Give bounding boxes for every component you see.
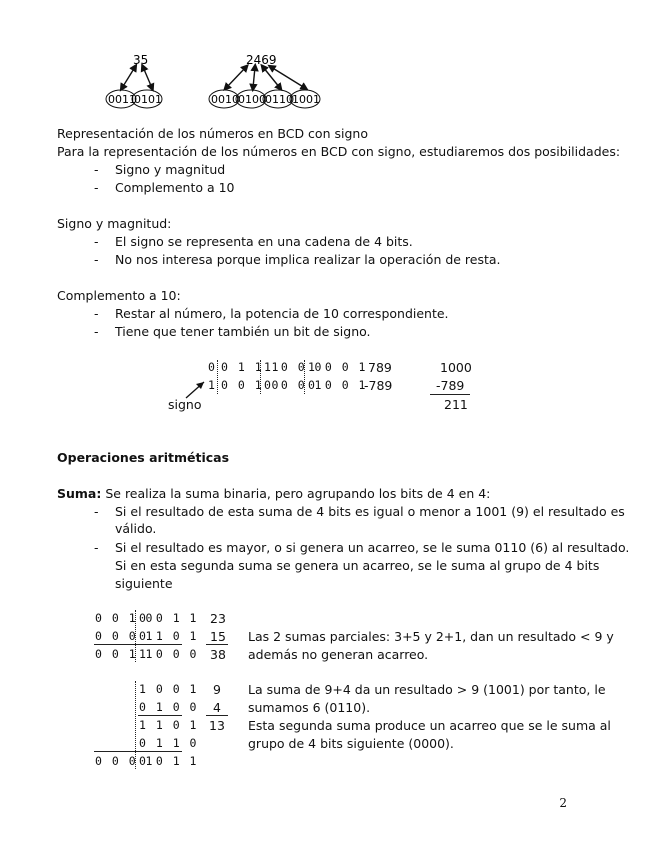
sign-bit: 1 bbox=[208, 378, 217, 392]
suma-paragraph bbox=[57, 486, 490, 501]
bullet-dash: - bbox=[94, 234, 99, 249]
sum-line bbox=[94, 644, 182, 645]
result-value: 211 bbox=[444, 397, 468, 412]
note-line: grupo de 4 bits siguiente (0000). bbox=[248, 736, 454, 751]
bcd-digit-group: 0 0 0 1 bbox=[95, 754, 154, 768]
bcd-digit-group: 0 1 1 0 bbox=[139, 736, 198, 750]
group-separator bbox=[260, 360, 261, 394]
list-item: Tiene que tener también un bit de signo. bbox=[115, 324, 371, 339]
decimal-value: 38 bbox=[210, 647, 226, 662]
note-line: además no generan acarreo. bbox=[248, 647, 429, 662]
page-number: 2 bbox=[559, 796, 567, 810]
bcd-digit-group: 0 0 1 1 bbox=[139, 611, 198, 625]
list-item-line: Si el resultado es mayor, o si genera un acarreo, se le suma 0110 (6) al resultado. bbox=[115, 540, 630, 555]
bullet-dash: - bbox=[94, 252, 99, 267]
calc-value: 1000 bbox=[440, 360, 472, 375]
sum-line bbox=[94, 751, 182, 752]
arrow bbox=[263, 67, 280, 88]
bullet-dash: - bbox=[94, 540, 99, 555]
sum-line bbox=[206, 644, 228, 645]
note-line: Esta segunda suma produce un acarreo que se le suma al bbox=[248, 718, 611, 733]
bcd-digit-group: 0 1 1 1 bbox=[221, 360, 280, 374]
bcd-digit-group: 0 1 0 0 bbox=[139, 700, 198, 714]
bcd-group: 0101 bbox=[134, 93, 162, 106]
decimal-value: 23 bbox=[210, 611, 226, 626]
sum-line bbox=[138, 715, 182, 716]
bcd-number-35: 35 bbox=[133, 53, 149, 67]
list-item-line: válido. bbox=[115, 521, 157, 536]
bcd-diagram-svg bbox=[95, 52, 335, 110]
bcd-digit-group: 0 0 0 1 bbox=[308, 378, 367, 392]
note-line: La suma de 9+4 da un resultado > 9 (1001) por tanto, le bbox=[248, 682, 606, 697]
arrow bbox=[253, 67, 255, 88]
bullet-dash: - bbox=[94, 504, 99, 519]
bcd-digit-group: 1 1 0 1 bbox=[139, 718, 198, 732]
bcd-number-2469: 2469 bbox=[246, 53, 277, 67]
list-item: El signo se representa en una cadena de 4 bits. bbox=[115, 234, 413, 249]
bullet-dash: - bbox=[94, 324, 99, 339]
bcd-group: 1001 bbox=[292, 93, 320, 106]
group-separator bbox=[135, 681, 136, 769]
bullet-dash: - bbox=[94, 180, 99, 195]
list-item-line: siguiente bbox=[115, 576, 173, 591]
section-title-complemento: Complemento a 10: bbox=[57, 288, 181, 303]
bcd-digit-group: 0 0 0 1 bbox=[95, 629, 154, 643]
section-title-bcd: Representación de los números en BCD con signo bbox=[57, 126, 368, 141]
list-item: Complemento a 10 bbox=[115, 180, 235, 195]
decimal-value: 9 bbox=[213, 682, 221, 697]
arrow bbox=[226, 67, 246, 88]
bcd-group: 0110 bbox=[265, 93, 293, 106]
suma-text: Se realiza la suma binaria, pero agrupando los bits de 4 en 4: bbox=[101, 486, 491, 501]
bcd-digit-group: 1 0 0 1 bbox=[139, 682, 198, 696]
bcd-group: 0100 bbox=[238, 93, 266, 106]
section-title-operaciones: Operaciones aritméticas bbox=[57, 450, 230, 465]
bcd-digit-group: 1 0 0 0 bbox=[139, 647, 198, 661]
sum-line bbox=[206, 715, 228, 716]
note-line: sumamos 6 (0110). bbox=[248, 700, 371, 715]
list-item: No nos interesa porque implica realizar la operación de resta. bbox=[115, 252, 501, 267]
decimal-value: 13 bbox=[209, 718, 225, 733]
bcd-digit-group: 0 0 1 1 bbox=[95, 647, 154, 661]
decimal-value: 15 bbox=[210, 629, 226, 644]
decimal-value: -789 bbox=[364, 378, 393, 393]
bullet-dash: - bbox=[94, 306, 99, 321]
bcd-digit-group: 0 0 1 1 bbox=[139, 754, 198, 768]
bcd-digit-group: 0 0 1 0 bbox=[221, 378, 280, 392]
sign-label: signo bbox=[168, 397, 202, 412]
bcd-digit-group: 1 0 0 0 bbox=[264, 360, 323, 374]
group-separator bbox=[304, 360, 305, 394]
suma-label: Suma: bbox=[57, 486, 102, 501]
group-separator bbox=[135, 610, 136, 662]
bcd-group: 0011 bbox=[108, 93, 136, 106]
bullet-dash: - bbox=[94, 162, 99, 177]
calc-value: -789 bbox=[436, 378, 465, 393]
list-item-line: Si en esta segunda suma se genera un acarreo, se le suma al grupo de 4 bits bbox=[115, 558, 600, 573]
note-line: Las 2 sumas parciales: 3+5 y 2+1, dan un resultado < 9 y bbox=[248, 629, 614, 644]
group-separator bbox=[217, 360, 218, 394]
bcd-digit-group: 0 1 0 1 bbox=[139, 629, 198, 643]
list-item: Signo y magnitud bbox=[115, 162, 226, 177]
decimal-value: 4 bbox=[213, 700, 221, 715]
bcd-digit-group: 0 0 1 0 bbox=[95, 611, 154, 625]
bcd-group: 0010 bbox=[211, 93, 239, 106]
arrow bbox=[143, 67, 152, 88]
bcd-digit-group: 1 0 0 1 bbox=[308, 360, 367, 374]
sum-line bbox=[430, 394, 470, 395]
paragraph: Para la representación de los números en BCD con signo, estudiaremos dos posibilidades: bbox=[57, 144, 621, 159]
list-item-line: Si el resultado de esta suma de 4 bits es igual o menor a 1001 (9) el resultado es bbox=[115, 504, 625, 519]
sign-bit: 0 bbox=[208, 360, 217, 374]
list-item: Restar al número, la potencia de 10 correspondiente. bbox=[115, 306, 449, 321]
decimal-value: 789 bbox=[368, 360, 392, 375]
arrow bbox=[122, 67, 135, 88]
bcd-digit-group: 0 0 0 1 bbox=[264, 378, 323, 392]
section-title-signo-magnitud: Signo y magnitud: bbox=[57, 216, 172, 231]
arrow bbox=[271, 67, 305, 88]
